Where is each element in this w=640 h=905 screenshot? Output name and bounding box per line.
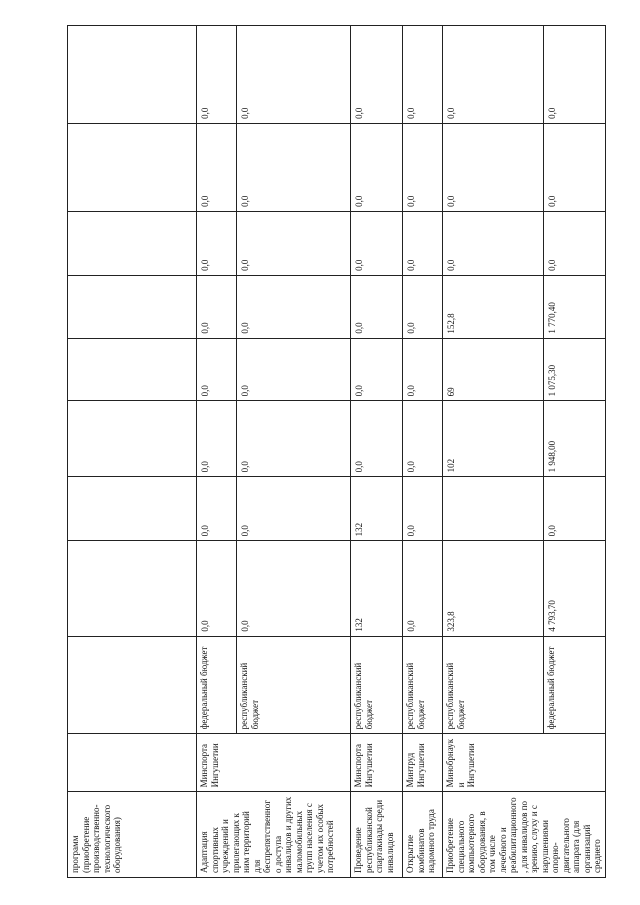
value-cell xyxy=(68,401,197,477)
table-row xyxy=(351,26,403,878)
value-cell: 0,0 xyxy=(237,26,351,124)
value-cell: 0,0 xyxy=(237,401,351,477)
source-cell: республиканский бюджет xyxy=(443,636,544,734)
value-cell: 0,0 xyxy=(197,26,237,124)
value-cell: 4 793,70 xyxy=(544,541,605,636)
value-cell: 0,0 xyxy=(351,211,403,275)
value-cell: 0,0 xyxy=(443,211,544,275)
table-row xyxy=(68,26,197,878)
value-cell: 0,0 xyxy=(544,123,605,211)
value-cell: 323,8 xyxy=(443,541,544,636)
value-cell: 0,0 xyxy=(403,123,443,211)
executor-cell: Минобрнауки Ингушетии xyxy=(443,734,606,792)
value-cell: 0,0 xyxy=(237,275,351,338)
measure-cell: Приобретение специального компьютерного оборудования, в том числе лечебного и реабилитационного, для инвалидов по зрению, слуху и с нарушениями опорно-двигательного аппарата (для организаций среднего xyxy=(443,792,606,878)
value-cell: 0,0 xyxy=(197,211,237,275)
value-cell: 0,0 xyxy=(351,26,403,124)
value-cell xyxy=(68,541,197,636)
value-cell: 0,0 xyxy=(351,401,403,477)
value-cell: 0,0 xyxy=(544,26,605,124)
measure-cell: программ (приобретение производственно-технологического оборудования) xyxy=(68,792,197,878)
value-cell: 0,0 xyxy=(403,477,443,541)
source-cell: республиканский бюджет xyxy=(403,636,443,734)
value-cell: 0,0 xyxy=(403,338,443,401)
value-cell: 0,0 xyxy=(544,211,605,275)
value-cell: 0,0 xyxy=(351,123,403,211)
measure-cell: Проведение республиканской спартакиады среди инвалидов xyxy=(351,792,403,878)
value-cell: 0,0 xyxy=(237,211,351,275)
value-cell: 0,0 xyxy=(443,26,544,124)
value-cell: 102 xyxy=(443,401,544,477)
executor-cell: Минспорта Ингушетии xyxy=(197,734,351,792)
measure-cell: Адаптация спортивных учреждений и прилегающих к ним территорий для беспрепятственного доступа инвалидов и других маломобильных групп населения с учетом их особых потребностей xyxy=(197,792,351,878)
executor-cell: Минтруд Ингушетии xyxy=(403,734,443,792)
value-cell: 132 xyxy=(351,477,403,541)
budget-table xyxy=(67,25,606,878)
value-cell xyxy=(443,477,544,541)
value-cell: 0,0 xyxy=(197,541,237,636)
value-cell: 0,0 xyxy=(197,338,237,401)
value-cell: 0,0 xyxy=(403,401,443,477)
value-cell: 0,0 xyxy=(351,338,403,401)
value-cell: 0,0 xyxy=(237,338,351,401)
value-cell xyxy=(68,275,197,338)
value-cell: 0,0 xyxy=(443,123,544,211)
value-cell: 0,0 xyxy=(237,541,351,636)
value-cell xyxy=(68,123,197,211)
source-cell: федеральный бюджет xyxy=(197,636,237,734)
value-cell xyxy=(68,477,197,541)
source-cell xyxy=(68,636,197,734)
measure-cell: Открытие комбинатов надомного труда xyxy=(403,792,443,878)
value-cell: 152,8 xyxy=(443,275,544,338)
value-cell: 0,0 xyxy=(403,211,443,275)
source-cell: федеральный бюджет xyxy=(544,636,605,734)
value-cell: 1 770,40 xyxy=(544,275,605,338)
value-cell: 0,0 xyxy=(351,275,403,338)
table-row xyxy=(197,26,237,878)
value-cell: 1 948,00 xyxy=(544,401,605,477)
value-cell: 0,0 xyxy=(403,541,443,636)
value-cell: 0,0 xyxy=(403,275,443,338)
source-cell: республиканский бюджет xyxy=(237,636,351,734)
value-cell: 0,0 xyxy=(197,477,237,541)
executor-cell xyxy=(68,734,197,792)
value-cell xyxy=(68,211,197,275)
executor-cell: Минспорта Ингушетии xyxy=(351,734,403,792)
value-cell: 0,0 xyxy=(197,123,237,211)
table-row xyxy=(403,26,443,878)
value-cell xyxy=(68,338,197,401)
value-cell: 69 xyxy=(443,338,544,401)
value-cell: 1 075,30 xyxy=(544,338,605,401)
rotated-page xyxy=(67,25,602,878)
value-cell: 0,0 xyxy=(237,123,351,211)
value-cell: 0,0 xyxy=(403,26,443,124)
value-cell: 132 xyxy=(351,541,403,636)
source-cell: республиканский бюджет xyxy=(351,636,403,734)
value-cell xyxy=(68,26,197,124)
value-cell: 0,0 xyxy=(197,275,237,338)
table-row xyxy=(443,26,544,878)
value-cell: 0,0 xyxy=(544,477,605,541)
value-cell: 0,0 xyxy=(197,401,237,477)
value-cell: 0,0 xyxy=(237,477,351,541)
